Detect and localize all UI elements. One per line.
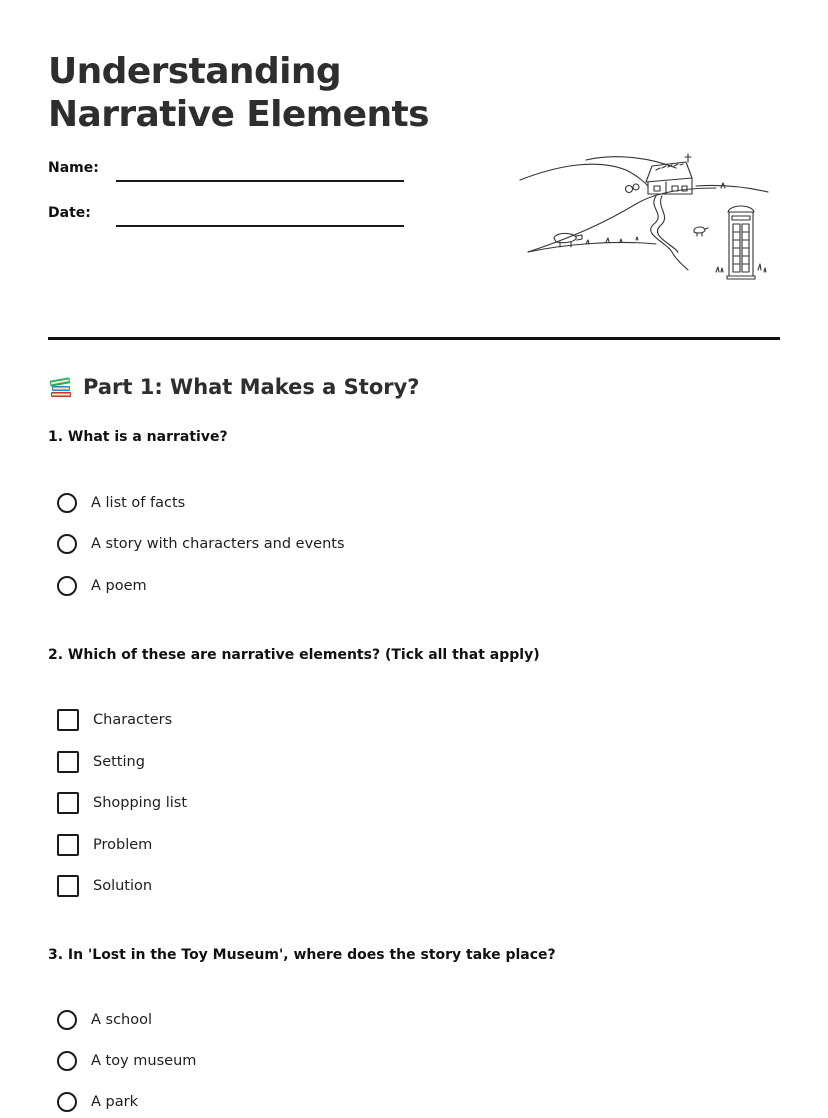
q3-option-2[interactable] — [57, 1048, 196, 1074]
option-label: Problem — [93, 837, 153, 853]
q2-option-3[interactable] — [57, 790, 187, 816]
option-label: A toy museum — [91, 1053, 197, 1069]
checkbox[interactable] — [57, 834, 79, 856]
q3-option-1[interactable] — [57, 1007, 152, 1033]
part1-heading — [48, 374, 419, 400]
option-label: Solution — [93, 878, 153, 894]
question-3: 3. In 'Lost in the Toy Museum', where does the story take place? — [48, 947, 556, 963]
worksheet-title — [48, 50, 488, 136]
option-label: A list of facts — [91, 495, 186, 511]
part1-heading-text: Part 1: What Makes a Story? — [83, 375, 420, 399]
q2-option-5[interactable] — [57, 873, 152, 899]
name-label: Name: — [48, 160, 99, 176]
date-field-row — [48, 205, 408, 235]
title-line-2: Narrative Elements — [48, 94, 429, 135]
q1-option-3[interactable] — [57, 573, 147, 599]
question-1: 1. What is a narrative? — [48, 429, 228, 445]
checkbox[interactable] — [57, 709, 79, 731]
q3-option-3[interactable] — [57, 1089, 138, 1115]
q2-option-4[interactable] — [57, 832, 152, 858]
q2-option-1[interactable] — [57, 707, 172, 733]
radio-button[interactable] — [57, 534, 77, 554]
section-divider — [48, 337, 780, 340]
radio-button[interactable] — [57, 1051, 77, 1071]
option-label: A school — [91, 1012, 153, 1028]
name-field-row — [48, 160, 408, 190]
option-label: Characters — [93, 712, 173, 728]
date-label: Date: — [48, 205, 91, 221]
q1-option-2[interactable] — [57, 531, 345, 557]
checkbox[interactable] — [57, 875, 79, 897]
radio-button[interactable] — [57, 1010, 77, 1030]
q1-option-1[interactable] — [57, 490, 185, 516]
countryside-village-icon — [516, 148, 776, 282]
question-2: 2. Which of these are narrative elements? (Tick all that apply) — [48, 647, 540, 663]
option-label: Shopping list — [93, 795, 188, 811]
title-line-1: Understanding — [48, 51, 342, 92]
option-label: A park — [91, 1094, 138, 1110]
option-label: A poem — [91, 578, 147, 594]
date-field[interactable] — [116, 225, 404, 227]
option-label: A story with characters and events — [91, 536, 345, 552]
radio-button[interactable] — [57, 1092, 77, 1112]
radio-button[interactable] — [57, 493, 77, 513]
option-label: Setting — [93, 754, 145, 770]
radio-button[interactable] — [57, 576, 77, 596]
q2-option-2[interactable] — [57, 749, 145, 775]
checkbox[interactable] — [57, 751, 79, 773]
name-field[interactable] — [116, 180, 404, 182]
checkbox[interactable] — [57, 792, 79, 814]
books-icon — [48, 374, 74, 400]
